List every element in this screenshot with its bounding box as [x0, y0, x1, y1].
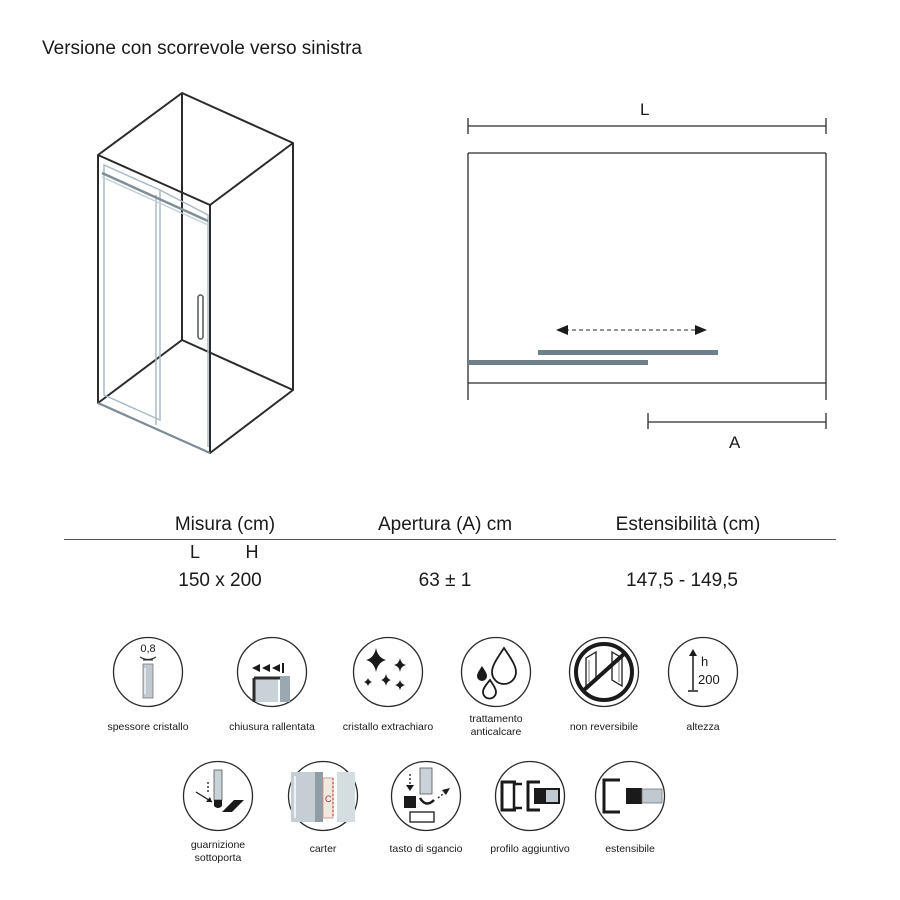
extra-profile-icon	[494, 760, 566, 832]
column-header-opening: Apertura (A) cm	[377, 514, 513, 535]
feature-label-extra-profile: profilo aggiuntivo	[490, 843, 570, 855]
opening-dimension-label: A	[729, 433, 741, 452]
no-reverse-icon	[568, 636, 640, 708]
door-seal-icon	[182, 760, 254, 832]
feature-label-door-seal-line2: sottoporta	[194, 852, 242, 864]
page-title: Versione con scorrevole verso sinistra	[42, 38, 362, 59]
feature-label-extra-clear-glass: cristallo extrachiaro	[342, 721, 434, 733]
extendable-icon	[594, 760, 666, 832]
sub-header-length: L	[189, 542, 201, 562]
feature-label-anti-limescale-line1: trattamento	[469, 713, 523, 725]
column-header-size: Misura (cm)	[174, 514, 276, 535]
width-dimension-label: L	[640, 100, 650, 119]
glass-thickness-value: 0,8	[140, 643, 156, 655]
soft-close-icon	[236, 636, 308, 708]
release-button-icon	[390, 760, 462, 832]
height-value: 200	[698, 672, 720, 687]
sub-header-height: H	[245, 542, 259, 562]
water-drops-icon	[460, 636, 532, 708]
shower-enclosure-3d-drawing	[90, 85, 305, 460]
carter-icon	[287, 760, 359, 832]
feature-label-non-reversible: non reversibile	[569, 721, 639, 733]
feature-label-door-seal-line1: guarnizione	[190, 839, 246, 851]
feature-label-glass-thickness: spessore cristallo	[107, 721, 189, 733]
feature-label-release-button: tasto di sgancio	[389, 843, 463, 855]
svg-text:C: C	[325, 794, 332, 804]
glass-thickness-icon	[112, 636, 184, 708]
feature-label-extendable: estensibile	[605, 843, 655, 855]
sparkle-icon	[352, 636, 424, 708]
plan-view-drawing	[460, 115, 835, 440]
opening-value: 63 ± 1	[418, 570, 472, 591]
column-header-extensibility: Estensibilità (cm)	[615, 514, 761, 535]
feature-label-height: altezza	[686, 721, 720, 733]
size-value: 150 x 200	[178, 570, 262, 591]
feature-label-anti-limescale-line2: anticalcare	[470, 726, 522, 738]
feature-label-soft-close: chiusura rallentata	[229, 721, 315, 733]
height-symbol: h	[701, 654, 709, 669]
height-icon	[667, 636, 739, 708]
table-divider	[64, 539, 836, 540]
extensibility-value: 147,5 - 149,5	[626, 570, 738, 591]
feature-label-carter: carter	[309, 843, 337, 855]
